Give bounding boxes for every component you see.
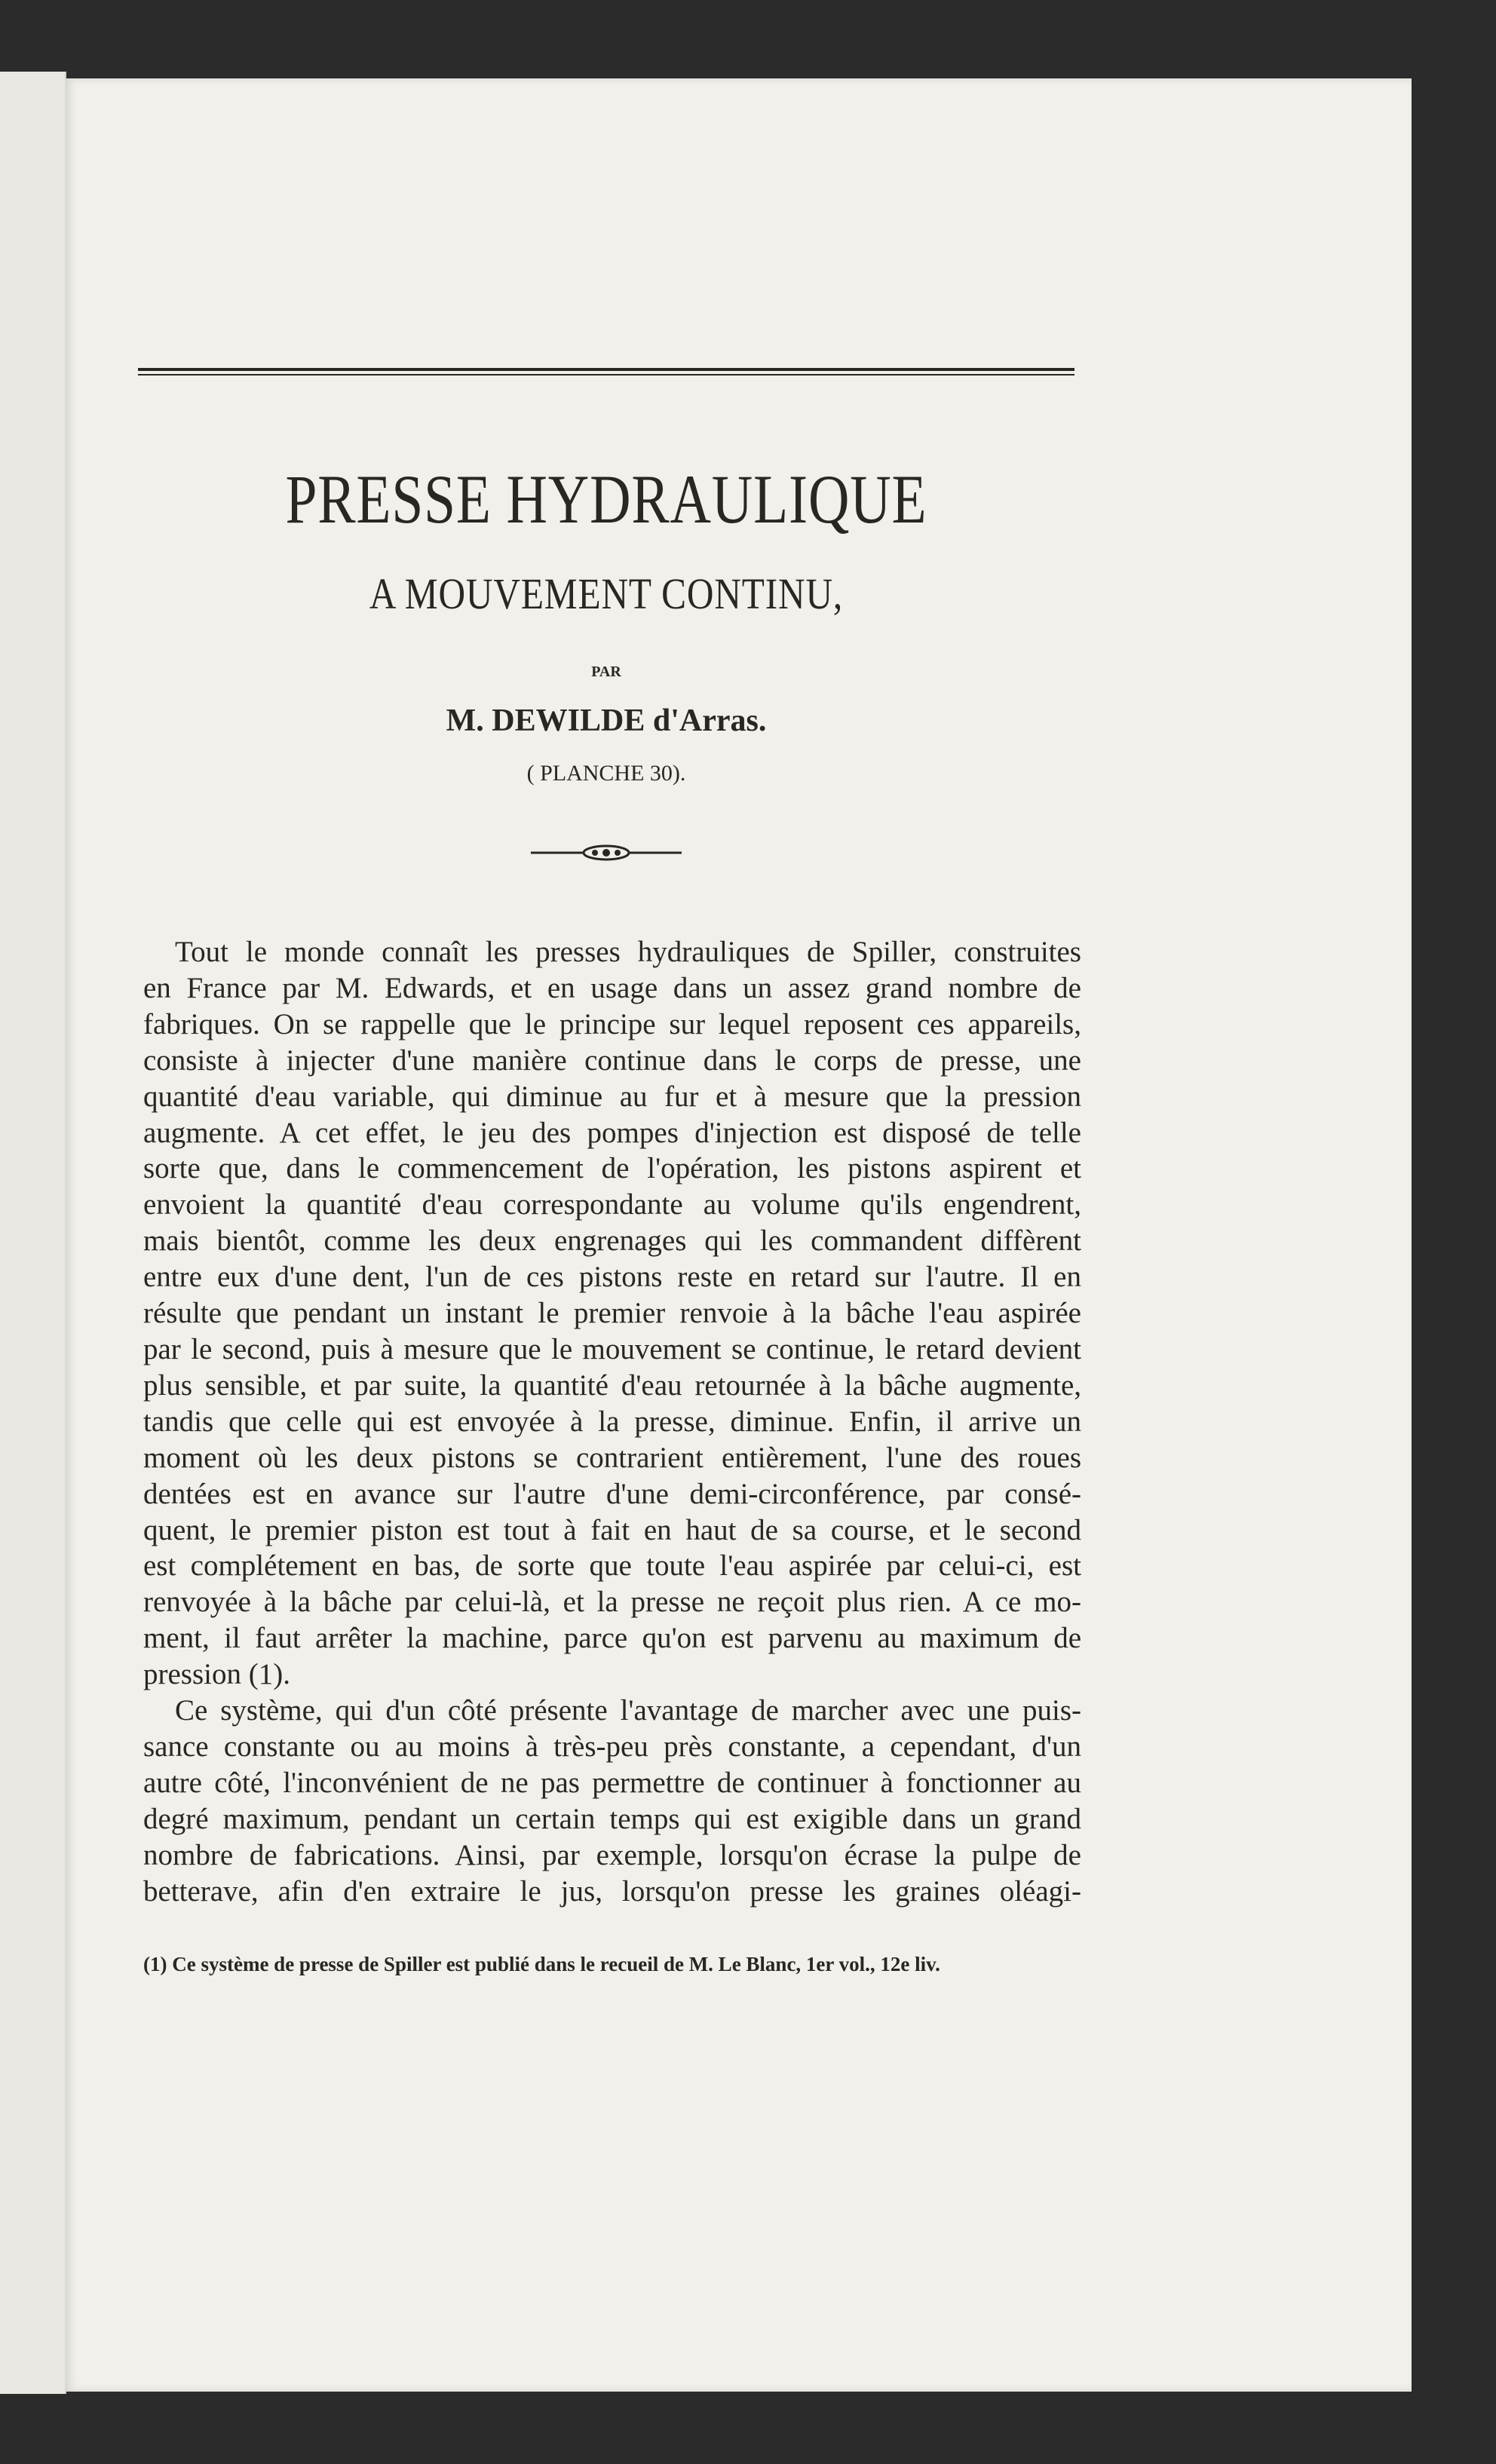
text-line-content: en France par M. Edwards, et en usage dans un assez grand nombre de bbox=[143, 971, 1081, 1004]
text-line bbox=[143, 1584, 1081, 1620]
header-rule bbox=[138, 368, 1074, 371]
text-line bbox=[143, 1295, 1081, 1332]
text-line-content: dentées est en avance sur l'autre d'une demi-circonférence, par consé- bbox=[143, 1477, 1081, 1510]
text-line bbox=[143, 1765, 1081, 1801]
text-line bbox=[143, 1115, 1081, 1151]
author: M. DEWILDE d'Arras. bbox=[446, 703, 767, 738]
text-line-content: pression (1). bbox=[143, 1658, 290, 1691]
paragraph bbox=[143, 1693, 1081, 1909]
text-line-content: par le second, puis à mesure que le mouvement se continue, le retard devient bbox=[143, 1332, 1081, 1365]
text-line-content: renvoyée à la bâche par celui-là, et la presse ne reçoit plus rien. A ce mo- bbox=[143, 1586, 1081, 1619]
text-line-content: sorte que, dans le commencement de l'opération, les pistons aspirent et bbox=[143, 1152, 1081, 1185]
article-body bbox=[143, 934, 1081, 1909]
text-line bbox=[143, 1548, 1081, 1584]
text-line-content: consiste à injecter d'une manière continue dans le corps de presse, une bbox=[143, 1044, 1081, 1077]
text-line bbox=[143, 1368, 1081, 1404]
facing-page-edge bbox=[0, 72, 66, 2394]
text-line-content: tandis que celle qui est envoyée à la presse, diminue. Enfin, il arrive un bbox=[143, 1405, 1081, 1438]
text-line-content: mais bientôt, comme les deux engrenages qui les commandent diffèrent bbox=[143, 1224, 1081, 1258]
text-line bbox=[143, 1837, 1081, 1874]
text-line bbox=[143, 934, 1081, 970]
by-label: PAR bbox=[591, 664, 621, 680]
text-line bbox=[143, 1187, 1081, 1223]
text-line-content: fabriques. On se rappelle que le principe sur lequel reposent ces appareils, bbox=[143, 1007, 1081, 1040]
text-line bbox=[143, 1874, 1081, 1910]
ornament-divider-icon bbox=[531, 841, 682, 864]
text-line bbox=[143, 1693, 1081, 1729]
text-line-content: plus sensible, et par suite, la quantité d'eau retournée à la bâche augmente, bbox=[143, 1368, 1081, 1402]
text-line bbox=[143, 1404, 1081, 1440]
paragraph bbox=[143, 934, 1081, 1693]
text-line-content: quent, le premier piston est tout à fait en haut de sa course, et le second bbox=[143, 1513, 1081, 1546]
text-line bbox=[143, 1259, 1081, 1295]
text-line-content: degré maximum, pendant un certain temps qui est exigible dans un grand bbox=[143, 1802, 1081, 1835]
text-line bbox=[143, 1801, 1081, 1837]
text-line-content: augmente. A cet effet, le jeu des pompes d'injection est disposé de telle bbox=[143, 1116, 1081, 1149]
text-line bbox=[143, 1512, 1081, 1549]
text-line-content: quantité d'eau variable, qui diminue au fur et à mesure que la pression bbox=[143, 1080, 1081, 1113]
text-line bbox=[143, 970, 1081, 1007]
text-line bbox=[143, 1332, 1081, 1368]
header-rule-thin bbox=[138, 374, 1074, 375]
text-line-content: Tout le monde connaît les presses hydrauliques de Spiller, construites bbox=[175, 936, 1081, 968]
text-line bbox=[143, 1620, 1081, 1656]
text-line bbox=[143, 1223, 1081, 1259]
text-line-content: moment où les deux pistons se contrarient entièrement, l'une des roues bbox=[143, 1441, 1081, 1474]
text-line bbox=[143, 1440, 1081, 1476]
text-line-content: entre eux d'une dent, l'un de ces pistons reste en retard sur l'autre. Il en bbox=[143, 1261, 1081, 1294]
text-line-content: nombre de fabrications. Ainsi, par exemple, lorsqu'on écrase la pulpe de bbox=[143, 1838, 1081, 1871]
text-line bbox=[143, 1043, 1081, 1079]
article-title: PRESSE HYDRAULIQUE bbox=[285, 461, 927, 538]
text-line bbox=[143, 1079, 1081, 1115]
text-line-content: est complétement en bas, de sorte que toute l'eau aspirée par celui-ci, est bbox=[143, 1549, 1081, 1583]
text-line-content: Ce système, qui d'un côté présente l'avantage de marcher avec une puis- bbox=[175, 1694, 1081, 1727]
footnote: (1) Ce système de presse de Spiller est publié dans le recueil de M. Le Blanc, 1er vol., 12e liv. bbox=[143, 1953, 940, 1975]
text-line-content: résulte que pendant un instant le premier renvoie à la bâche l'eau aspirée bbox=[143, 1297, 1081, 1330]
article-subtitle: A MOUVEMENT CONTINU, bbox=[369, 569, 844, 618]
book-page bbox=[65, 78, 1412, 2392]
text-line bbox=[143, 1007, 1081, 1043]
text-line bbox=[143, 1729, 1081, 1765]
text-line bbox=[143, 1476, 1081, 1512]
text-line-content: autre côté, l'inconvénient de ne pas permettre de continuer à fonctionner au bbox=[143, 1766, 1081, 1799]
text-line-content: sance constante ou au moins à très-peu près constante, a cependant, d'un bbox=[143, 1730, 1081, 1763]
text-line-content: betterave, afin d'en extraire le jus, lorsqu'on presse les graines oléagi- bbox=[143, 1874, 1081, 1908]
text-line bbox=[143, 1151, 1081, 1187]
text-line-content: ment, il faut arrêter la machine, parce qu'on est parvenu au maximum de bbox=[143, 1622, 1081, 1655]
text-line-content: envoient la quantité d'eau correspondante au volume qu'ils engendrent, bbox=[143, 1188, 1081, 1221]
plate-reference: ( PLANCHE 30). bbox=[526, 761, 686, 786]
text-line bbox=[143, 1656, 1081, 1693]
